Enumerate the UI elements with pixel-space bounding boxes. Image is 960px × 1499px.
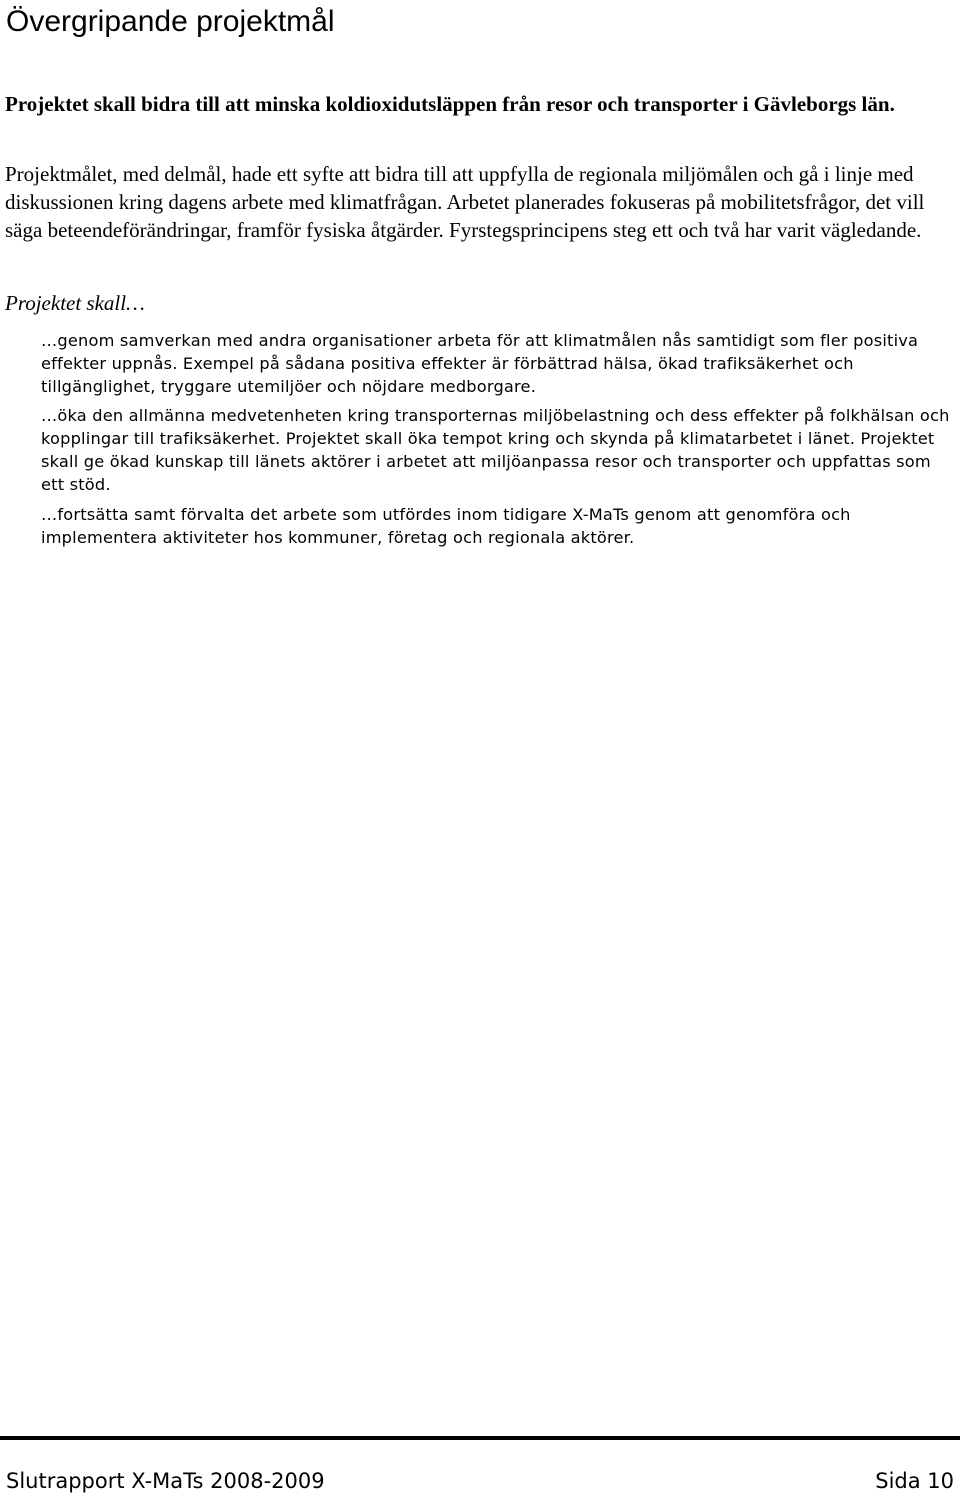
footer-report-title: Slutrapport X-MaTs 2008-2009 [6,1469,325,1493]
goal-item-continuation: …fortsätta samt förvalta det arbete som utfördes inom tidigare X-MaTs genom att genomföra och implementera aktiviteter hos kommuner, företag och regionala aktörer. [41,505,851,547]
goal-item-awareness: …öka den allmänna medvetenheten kring transporternas miljöbelastning och dess effekter på folkhälsan och kopplingar till trafiksäkerhet. Projektet skall öka tempot kring och skynda på klimatarbetet i länet. Projektet skall ge ökad kunskap till länets aktörer i arbetet att miljöanpassa resor och transporter och uppfattas som ett stöd. [41,406,950,494]
footer-page-number: Sida 10 [875,1469,954,1493]
goal-item-collaboration: …genom samverkan med andra organisationer arbeta för att klimatmålen nås samtidigt som fler positiva effekter uppnås. Exempel på sådana positiva effekter är förbättrad hälsa, ökad trafiksäkerhet och tillgänglighet, tryggare utemiljöer och nöjdare medborgare. [41,331,919,396]
footer-divider [0,1436,960,1440]
skall-label: Projektet skall… [5,291,145,315]
lead-statement: Projektet skall bidra till att minska koldioxidutsläppen från resor och transporter i Gävleborgs län. [5,92,895,116]
page-title: Övergripande projektmål [6,5,335,38]
purpose-paragraph: Projektmålet, med delmål, hade ett syfte att bidra till att uppfylla de regionala miljömålen och gå i linje med diskussionen kring dagens arbete med klimatfrågan. Arbetet planerades fokuseras på mobilitetsfrågor, det vill säga beteendeförändringar, framför fysiska åtgärder. Fyrstegsprincipens steg ett och två har varit vägledande. [5,162,925,242]
